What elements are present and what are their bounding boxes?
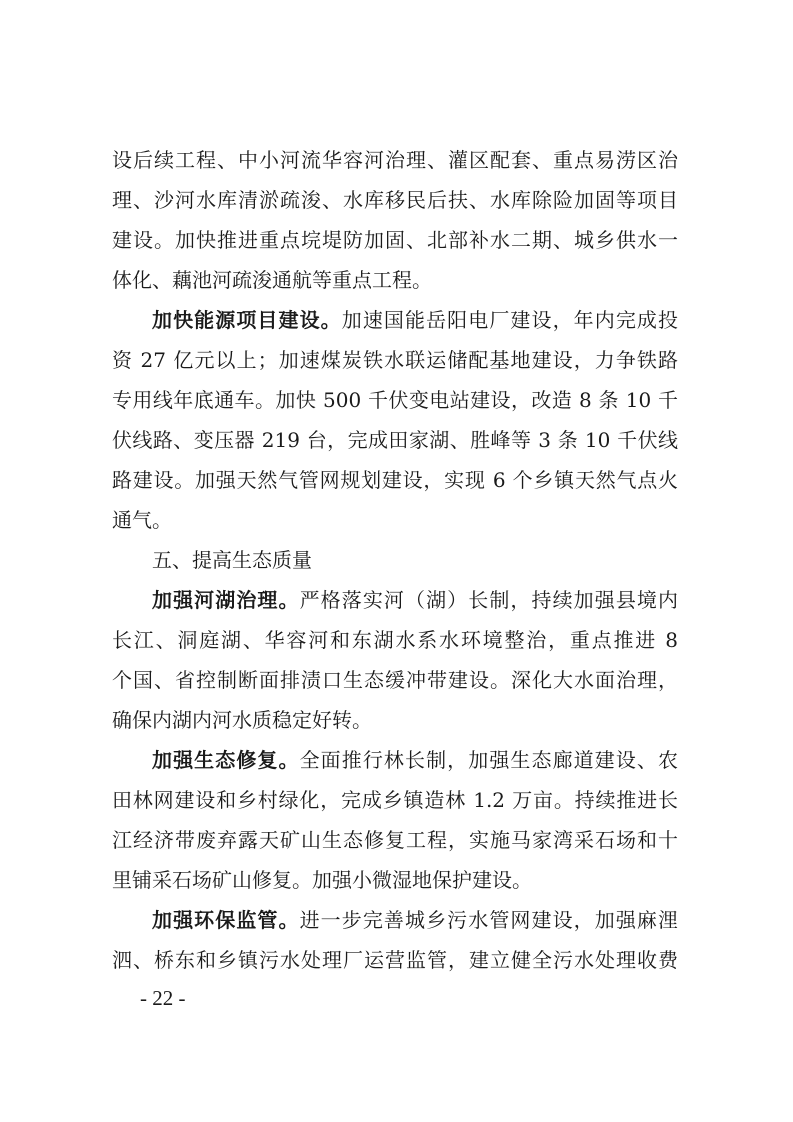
text-line xyxy=(112,744,678,784)
paragraph-lead: 加快能源项目建设。 xyxy=(152,308,342,332)
text-line xyxy=(112,704,678,744)
line-text: 路建设。加强天然气管网规划建设，实现 6 个乡镇天然气点火 xyxy=(112,468,678,492)
line-text: 专用线年底通车。加快 500 千伏变电站建设，改造 8 条 10 千 xyxy=(112,388,678,412)
line-text: 个国、省控制断面排渍口生态缓冲带建设。深化大水面治理， xyxy=(112,668,678,692)
document-body xyxy=(112,144,678,984)
line-text: 加速国能岳阳电厂建设，年内完成投 xyxy=(341,308,678,332)
line-text: 泗、桥东和乡镇污水处理厂运营监管，建立健全污水处理收费 xyxy=(112,948,678,972)
heading-text: 五、提高生态质量 xyxy=(152,548,312,572)
text-line xyxy=(112,264,678,304)
paragraph-lead: 加强河湖治理。 xyxy=(152,588,300,612)
text-line xyxy=(112,304,678,344)
text-line xyxy=(112,344,678,384)
line-text: 理、沙河水库清淤疏浚、水库移民后扶、水库除险加固等项目 xyxy=(112,188,678,212)
line-text: 设后续工程、中小河流华容河治理、灌区配套、重点易涝区治 xyxy=(112,148,678,172)
line-text: 体化、藕池河疏浚通航等重点工程。 xyxy=(112,268,432,292)
paragraph-lead: 加强环保监管。 xyxy=(152,908,300,932)
line-text: 资 27 亿元以上；加速煤炭铁水联运储配基地建设，力争铁路 xyxy=(112,348,678,372)
text-line xyxy=(112,464,678,504)
text-line xyxy=(112,864,678,904)
text-line xyxy=(112,824,678,864)
line-text: 长江、洞庭湖、华容河和东湖水系水环境整治，重点推进 8 xyxy=(112,628,678,652)
text-line xyxy=(112,144,678,184)
page-number: - 22 - xyxy=(140,986,186,1010)
text-line xyxy=(112,424,678,464)
line-text: 江经济带废弃露天矿山生态修复工程，实施马家湾采石场和十 xyxy=(112,828,678,852)
text-line xyxy=(112,784,678,824)
line-text: 进一步完善城乡污水管网建设，加强麻浬 xyxy=(299,908,679,932)
line-text: 建设。加快推进重点垸堤防加固、北部补水二期、城乡供水一 xyxy=(112,228,678,252)
line-text: 伏线路、变压器 219 台，完成田家湖、胜峰等 3 条 10 千伏线 xyxy=(112,428,678,452)
text-line xyxy=(112,224,678,264)
line-text: 严格落实河（湖）长制，持续加强县境内 xyxy=(299,588,679,612)
line-text: 田林网建设和乡村绿化，完成乡镇造林 1.2 万亩。持续推进长 xyxy=(112,788,678,812)
text-line xyxy=(112,904,678,944)
text-line xyxy=(112,664,678,704)
line-text: 里铺采石场矿山修复。加强小微湿地保护建设。 xyxy=(112,868,532,892)
section-heading xyxy=(112,544,678,584)
line-text: 全面推行林长制，加强生态廊道建设、农 xyxy=(299,748,679,772)
line-text: 确保内湖内河水质稳定好转。 xyxy=(112,708,372,732)
line-text: 通气。 xyxy=(112,508,172,532)
text-line xyxy=(112,584,678,624)
text-line xyxy=(112,384,678,424)
text-line xyxy=(112,624,678,664)
paragraph-lead: 加强生态修复。 xyxy=(152,748,300,772)
text-line xyxy=(112,944,678,984)
text-line xyxy=(112,184,678,224)
text-line xyxy=(112,504,678,544)
